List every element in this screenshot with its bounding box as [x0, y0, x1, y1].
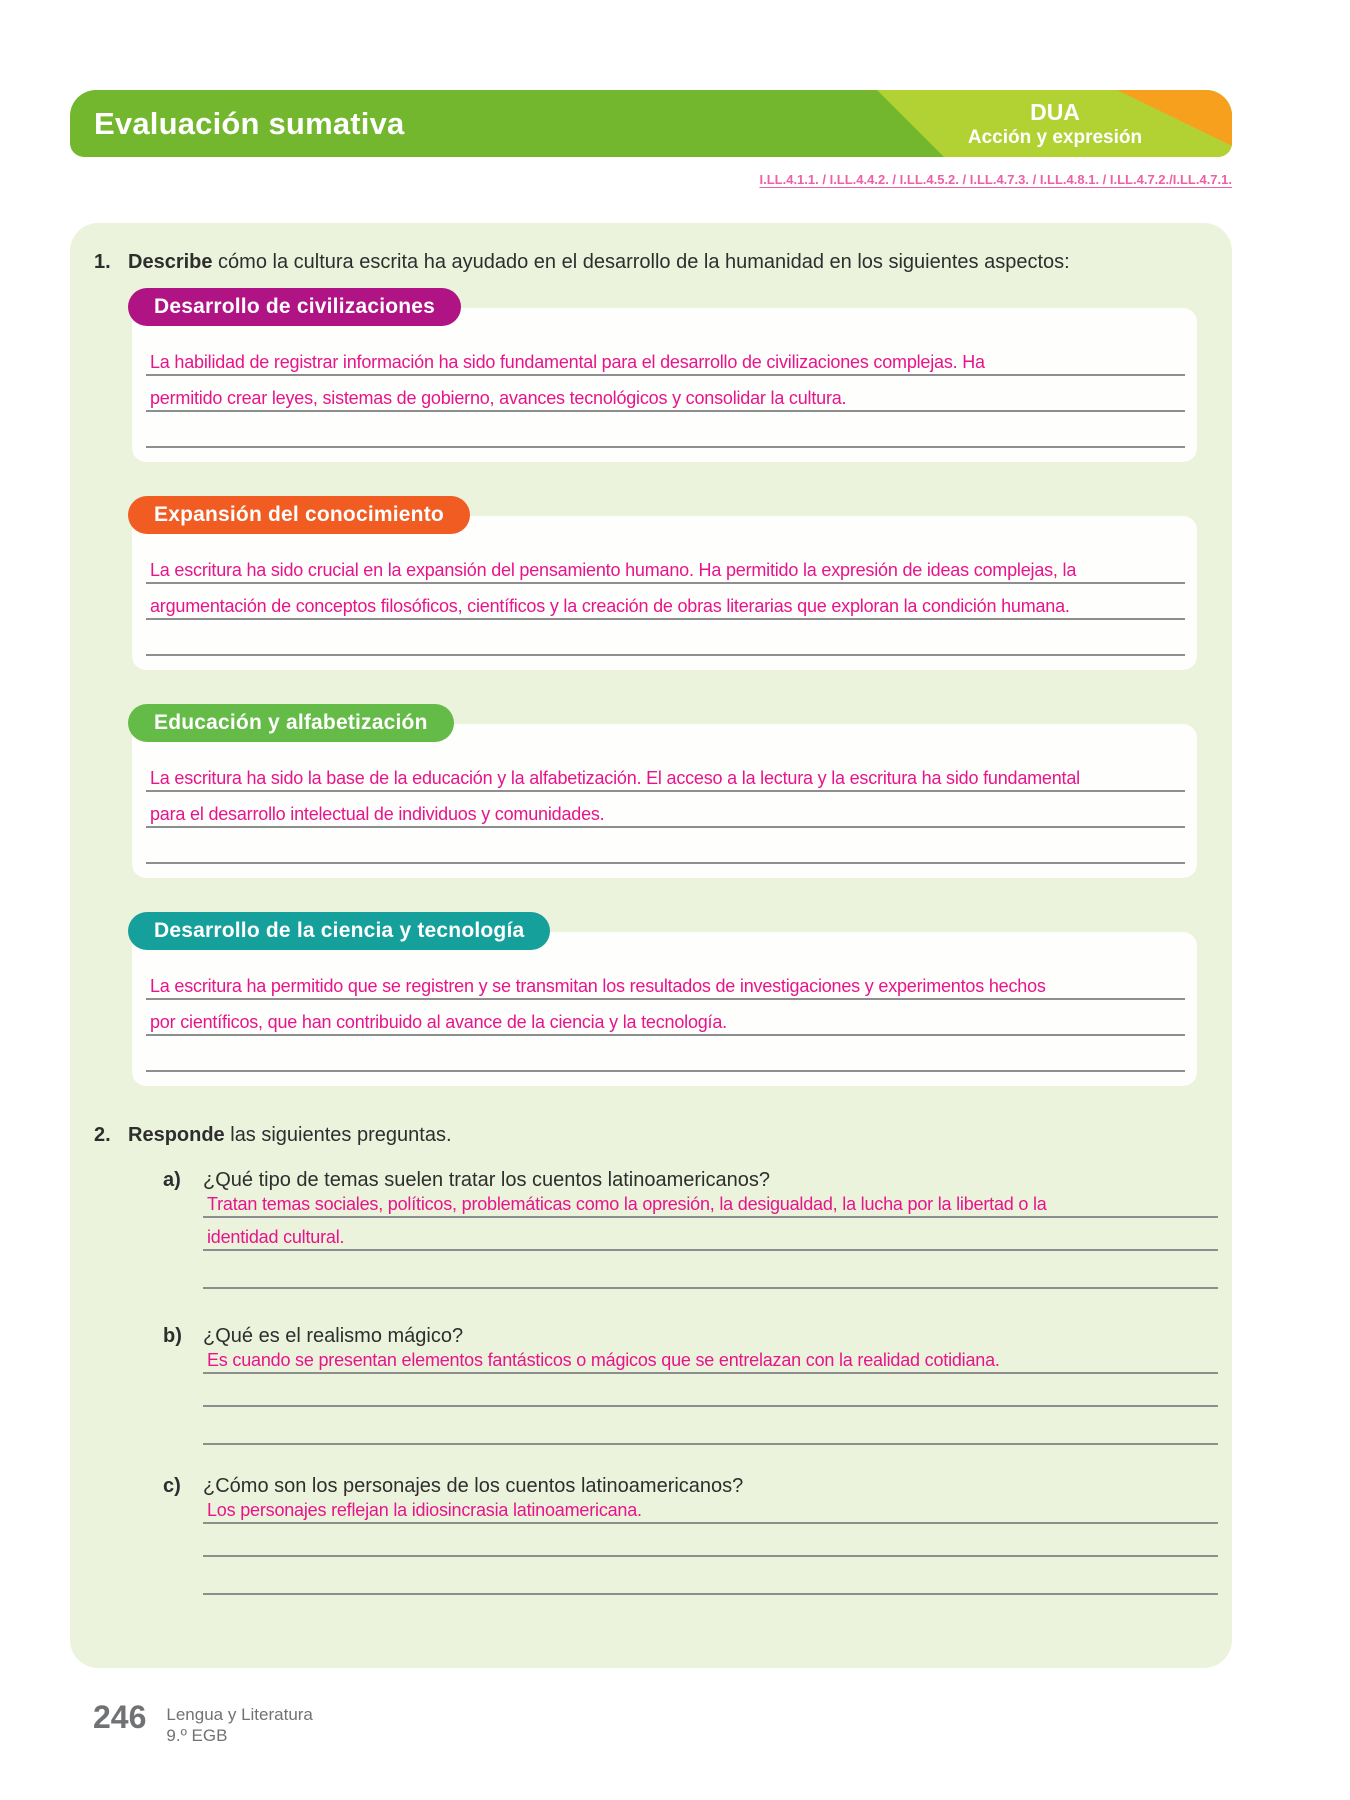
question-2c: [70, 1473, 1232, 1595]
section-label-pill: Desarrollo de civilizaciones: [128, 288, 461, 326]
worksheet-panel: [70, 223, 1232, 1668]
question-2-verb: Responde: [128, 1124, 225, 1146]
question-2c-question: ¿Cómo son los personajes de los cuentos latinoamericanos?: [203, 1475, 744, 1497]
question-2b: [70, 1323, 1232, 1445]
answer-line[interactable]: [203, 1412, 1218, 1445]
question-2c-letter: c): [163, 1475, 181, 1497]
question-2a: [70, 1167, 1232, 1289]
answer-line[interactable]: [203, 1374, 1218, 1407]
header-banner: [70, 90, 1232, 157]
answer-line[interactable]: argumentación de conceptos filosóficos, científicos y la creación de obras literarias que exploran la condición humana.: [146, 584, 1185, 620]
section-label-pill: Desarrollo de la ciencia y tecnología: [128, 912, 550, 950]
dua-badge: [940, 98, 1170, 149]
answer-line[interactable]: La escritura ha permitido que se registren y se transmitan los resultados de investigaciones y experimentos hechos: [146, 964, 1185, 1000]
answer-line[interactable]: [203, 1562, 1218, 1595]
question-2a-question: ¿Qué tipo de temas suelen tratar los cuentos latinoamericanos?: [203, 1169, 770, 1191]
page-footer: [93, 1700, 313, 1746]
curriculum-codes-text: I.LL.4.1.1. / I.LL.4.4.2. / I.LL.4.5.2. / I.LL.4.7.3. / I.LL.4.8.1. / I.LL.4.7.2./I.LL.4.7.1.: [759, 172, 1232, 187]
question-1-verb: Describe: [128, 251, 213, 273]
question-2b-question: ¿Qué es el realismo mágico?: [203, 1325, 464, 1347]
answer-box: [132, 308, 1197, 462]
answer-line[interactable]: [203, 1256, 1218, 1289]
answer-line[interactable]: [146, 1036, 1185, 1072]
answer-line[interactable]: [146, 412, 1185, 448]
answer-lines-group: [203, 1491, 1218, 1595]
dua-label: DUA: [1030, 99, 1080, 125]
question-1: [94, 223, 1208, 275]
page-title: Evaluación sumativa: [94, 105, 405, 141]
question-1-text: Describe cómo la cultura escrita ha ayudado en el desarrollo de la humanidad en los siguientes aspectos:: [128, 251, 1070, 273]
question-2-number: 2.: [94, 1124, 111, 1146]
book-grade: 9.º EGB: [166, 1726, 228, 1745]
answer-line[interactable]: [146, 828, 1185, 864]
answer-line[interactable]: La escritura ha sido crucial en la expansión del pensamiento humano. Ha permitido la expresión de ideas complejas, la: [146, 548, 1185, 584]
answer-lines-group: [203, 1185, 1218, 1289]
answer-line[interactable]: por científicos, que han contribuido al avance de la ciencia y la tecnología.: [146, 1000, 1185, 1036]
question-1-number: 1.: [94, 251, 111, 273]
answer-line[interactable]: para el desarrollo intelectual de individuos y comunidades.: [146, 792, 1185, 828]
answer-lines-group: [203, 1341, 1218, 1445]
answer-line[interactable]: Tratan temas sociales, políticos, problemáticas como la opresión, la desigualdad, la lucha por la libertad o la: [203, 1185, 1218, 1218]
answer-line[interactable]: identidad cultural.: [203, 1218, 1218, 1251]
book-info: [166, 1700, 313, 1746]
section-label-pill: Educación y alfabetización: [128, 704, 454, 742]
answer-line[interactable]: permitido crear leyes, sistemas de gobierno, avances tecnológicos y consolidar la cultura.: [146, 376, 1185, 412]
book-subject: Lengua y Literatura: [166, 1705, 313, 1724]
section-desarrollo-civilizaciones: [128, 288, 1232, 462]
question-2b-letter: b): [163, 1325, 182, 1347]
section-label-pill: Expansión del conocimiento: [128, 496, 470, 534]
section-ciencia-tecnologia: [128, 912, 1232, 1086]
answer-box: [132, 516, 1197, 670]
question-2: [94, 1122, 1208, 1148]
answer-line[interactable]: Es cuando se presentan elementos fantásticos o mágicos que se entrelazan con la realidad cotidiana.: [203, 1341, 1218, 1374]
dua-sublabel: Acción y expresión: [967, 127, 1143, 149]
answer-box: [132, 724, 1197, 878]
curriculum-codes: [70, 172, 1232, 187]
question-2a-letter: a): [163, 1169, 181, 1191]
answer-line[interactable]: La habilidad de registrar información ha sido fundamental para el desarrollo de civilizaciones complejas. Ha: [146, 340, 1185, 376]
answer-line[interactable]: [146, 620, 1185, 656]
answer-line[interactable]: La escritura ha sido la base de la educación y la alfabetización. El acceso a la lectura y la escritura ha sido fundamental: [146, 756, 1185, 792]
answer-box: [132, 932, 1197, 1086]
answer-line[interactable]: [203, 1524, 1218, 1557]
section-expansion-conocimiento: [128, 496, 1232, 670]
page-number: 246: [93, 1699, 147, 1735]
question-2-text: Responde las siguientes preguntas.: [128, 1124, 452, 1146]
section-educacion-alfabetizacion: [128, 704, 1232, 878]
answer-line[interactable]: Los personajes reflejan la idiosincrasia latinoamericana.: [203, 1491, 1218, 1524]
